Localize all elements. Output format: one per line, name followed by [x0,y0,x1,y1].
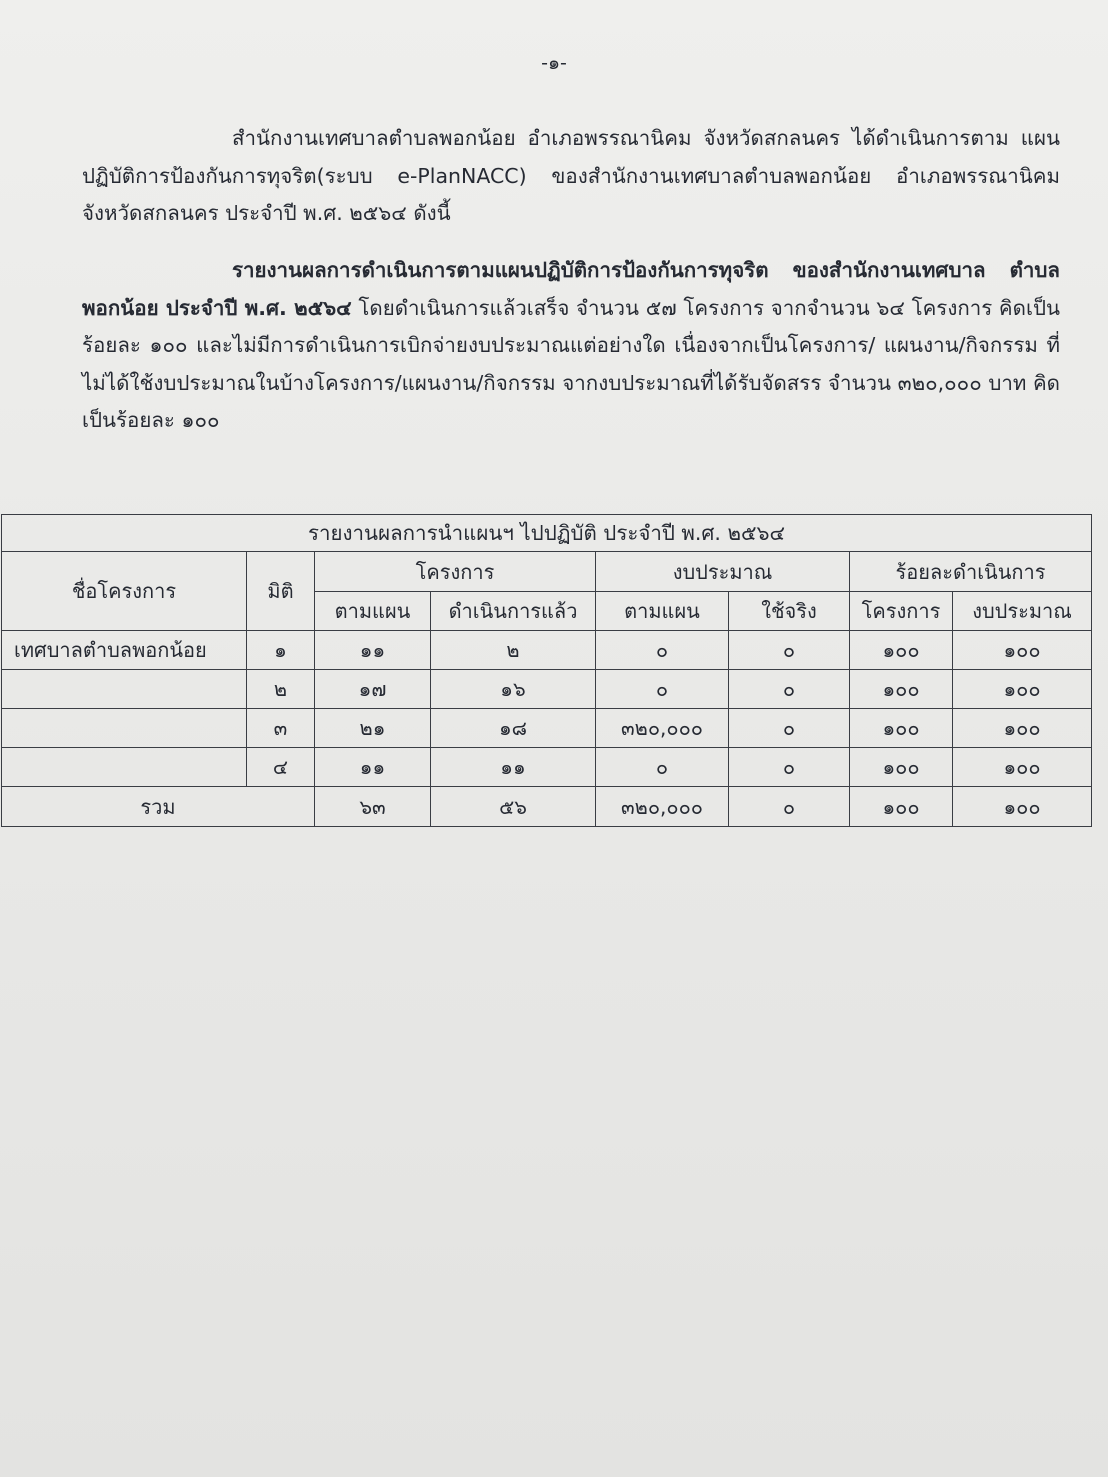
cell-total-planned: ๖๓ [315,787,431,827]
header-planned: ตามแผน [315,592,431,631]
header-pct-budget: งบประมาณ [953,592,1092,631]
cell-pct-budget: ๑๐๐ [953,670,1092,709]
cell-budget-planned: ๐ [596,631,729,670]
header-percent: ร้อยละดำเนินการ [850,552,1092,592]
cell-name: เทศบาลตำบลพอกน้อย [2,631,247,670]
cell-total-pct-budget: ๑๐๐ [953,787,1092,827]
cell-total-done: ๕๖ [431,787,596,827]
summary-heading: รายงานผลการดำเนินการตามแผนปฏิบัติการป้องกันการทุจริต ของสำนักงานเทศบาล ตำบลพอกน้อย ประจำปี พ.ศ. ๒๕๖๔ [82,258,1060,320]
cell-total-pct-projects: ๑๐๐ [850,787,953,827]
cell-name [2,709,247,748]
intro-paragraph [82,120,1060,233]
cell-pct-projects: ๑๐๐ [850,631,953,670]
cell-done: ๑๘ [431,709,596,748]
cell-budget-used: ๐ [729,748,850,787]
cell-done: ๒ [431,631,596,670]
cell-done: ๑๖ [431,670,596,709]
cell-planned: ๑๑ [315,748,431,787]
cell-dim: ๔ [247,748,315,787]
cell-budget-planned: ๐ [596,748,729,787]
report-table [1,514,1092,827]
table-title: รายงานผลการนำแผนฯ ไปปฏิบัติ ประจำปี พ.ศ. ๒๕๖๔ [2,515,1092,552]
summary-paragraph [82,252,1060,440]
header-budget-used: ใช้จริง [729,592,850,631]
cell-budget-planned: ๓๒๐,๐๐๐ [596,709,729,748]
summary-body: โดยดำเนินการแล้วเสร็จ จำนวน ๕๗ โครงการ จากจำนวน ๖๔ โครงการ คิดเป็นร้อยละ ๑๐๐ และไม่มีการดำเนินการเบิกจ่ายงบประมาณแต่อย่างใด เนื่องจากเป็นโครงการ/ แผนงาน/กิจกรรม ที่ไม่ได้ใช้งบประมาณในบ้างโครงการ/แผนงาน/กิจกรรม จากงบประมาณที่ได้รับจัดสรร จำนวน ๓๒๐,๐๐๐ บาท คิดเป็นร้อยละ ๑๐๐ [82,295,1060,432]
header-dimension: มิติ [247,552,315,631]
header-done: ดำเนินการแล้ว [431,592,596,631]
table-total-row [2,787,1092,827]
header-budget: งบประมาณ [596,552,850,592]
header-projects: โครงการ [315,552,596,592]
intro-text: สำนักงานเทศบาลตำบลพอกน้อย อำเภอพรรณานิคม จังหวัดสกลนคร ได้ดำเนินการตาม แผนปฏิบัติการป้องกันการทุจริต(ระบบ e-PlanNACC) ของสำนักงานเทศบาลตำบลพอกน้อย อำเภอพรรณานิคม จังหวัดสกลนคร ประจำปี พ.ศ. ๒๕๖๔ ดังนี้ [82,126,1060,225]
cell-pct-projects: ๑๐๐ [850,709,953,748]
table-row [2,670,1092,709]
cell-total-budget-used: ๐ [729,787,850,827]
cell-pct-budget: ๑๐๐ [953,748,1092,787]
cell-dim: ๑ [247,631,315,670]
cell-dim: ๓ [247,709,315,748]
cell-budget-used: ๐ [729,670,850,709]
page-number: -๑- [541,52,567,74]
table-row [2,748,1092,787]
cell-pct-budget: ๑๐๐ [953,631,1092,670]
cell-name [2,670,247,709]
cell-name [2,748,247,787]
cell-total-label: รวม [2,787,315,827]
cell-pct-projects: ๑๐๐ [850,748,953,787]
cell-done: ๑๑ [431,748,596,787]
cell-pct-budget: ๑๐๐ [953,709,1092,748]
header-budget-planned: ตามแผน [596,592,729,631]
cell-total-budget-planned: ๓๒๐,๐๐๐ [596,787,729,827]
cell-planned: ๒๑ [315,709,431,748]
cell-planned: ๑๗ [315,670,431,709]
cell-planned: ๑๑ [315,631,431,670]
cell-dim: ๒ [247,670,315,709]
cell-budget-used: ๐ [729,631,850,670]
cell-pct-projects: ๑๐๐ [850,670,953,709]
header-pct-projects: โครงการ [850,592,953,631]
cell-budget-used: ๐ [729,709,850,748]
cell-budget-planned: ๐ [596,670,729,709]
table-row [2,631,1092,670]
table-row [2,709,1092,748]
header-name: ชื่อโครงการ [2,552,247,631]
